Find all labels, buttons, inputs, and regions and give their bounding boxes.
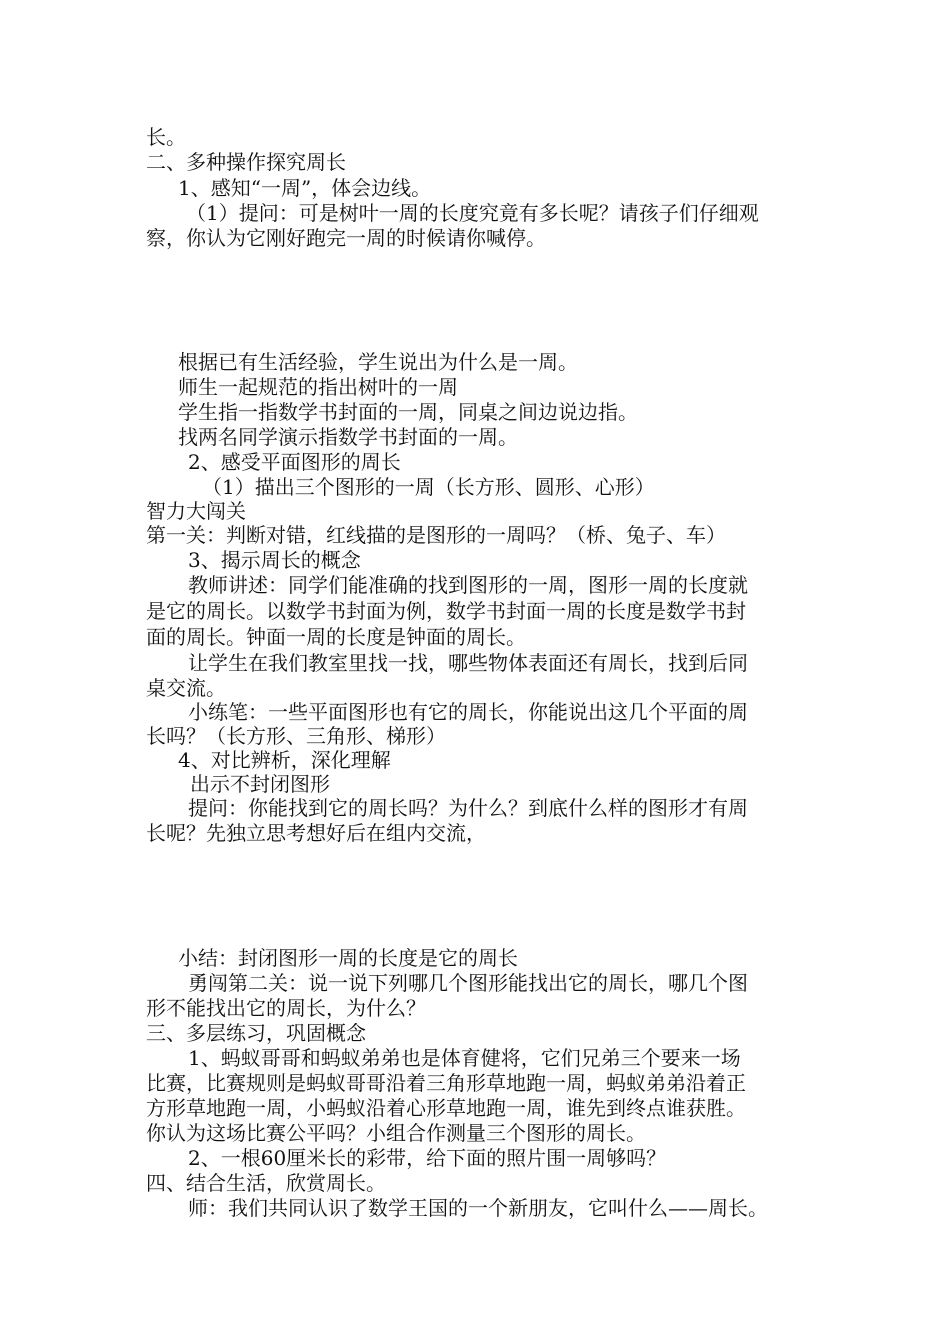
section-heading: 三、多层练习，巩固概念: [146, 1021, 366, 1045]
text-line: 师：我们共同认识了数学王国的一个新朋友，它叫什么——周长。: [188, 1196, 768, 1220]
text-line: 智力大闯关: [146, 499, 246, 523]
text-line: 比赛，比赛规则是蚂蚁哥哥沿着三角形草地跑一周，蚂蚁弟弟沿着正: [146, 1071, 746, 1095]
text-line: 2、一根60厘米长的彩带，给下面的照片围一周够吗？: [188, 1146, 667, 1170]
section-heading: 四、结合生活，欣赏周长。: [146, 1171, 386, 1195]
subsection-heading: 2、感受平面图形的周长: [188, 450, 401, 474]
section-heading: 二、多种操作探究周长: [146, 150, 346, 174]
text-line: 提问：你能找到它的周长吗？为什么？到底什么样的图形才有周: [188, 796, 748, 820]
text-line: 方形草地跑一周，小蚂蚁沿着心形草地跑一周，谁先到终点谁获胜。: [146, 1096, 746, 1120]
text-line: 找两名同学演示指数学书封面的一周。: [178, 425, 518, 449]
text-line: 察，你认为它刚好跑完一周的时候请你喊停。: [146, 226, 546, 250]
text-line: 根据已有生活经验，学生说出为什么是一周。: [178, 350, 578, 374]
text-line: 桌交流。: [146, 676, 226, 700]
text-line: 出示不封闭图形: [190, 772, 330, 796]
text-line: 学生指一指数学书封面的一周，同桌之间边说边指。: [178, 400, 638, 424]
subsection-heading: 3、揭示周长的概念: [188, 548, 361, 572]
text-line: （1）描出三个图形的一周（长方形、圆形、心形）: [202, 475, 655, 499]
text-line: 教师讲述：同学们能准确的找到图形的一周，图形一周的长度就: [188, 573, 748, 597]
text-line: 面的周长。钟面一周的长度是钟面的周长。: [146, 625, 526, 649]
text-line: 形不能找出它的周长，为什么？: [146, 996, 426, 1020]
text-line: 让学生在我们教室里找一找，哪些物体表面还有周长，找到后同: [188, 651, 748, 675]
text-line: 1、蚂蚁哥哥和蚂蚁弟弟也是体育健将，它们兄弟三个要来一场: [188, 1046, 741, 1070]
text-line: 长。: [146, 125, 186, 149]
text-line: 长呢？先独立思考想好后在组内交流，: [146, 821, 486, 845]
text-line: 小练笔：一些平面图形也有它的周长，你能说出这几个平面的周: [188, 700, 748, 724]
subsection-heading: 4、对比辨析，深化理解: [178, 748, 391, 772]
text-line: 勇闯第二关：说一说下列哪几个图形能找出它的周长，哪几个图: [188, 971, 748, 995]
text-line: 第一关：判断对错，红线描的是图形的一周吗？（桥、兔子、车）: [146, 523, 726, 547]
subsection-heading: 1、感知“一周”，体会边线。: [178, 176, 432, 200]
text-line: 你认为这场比赛公平吗？小组合作测量三个图形的周长。: [146, 1121, 646, 1145]
text-line: 小结：封闭图形一周的长度是它的周长: [178, 946, 518, 970]
text-line: 师生一起规范的指出树叶的一周: [178, 375, 458, 399]
text-line: 是它的周长。以数学书封面为例，数学书封面一周的长度是数学书封: [146, 599, 746, 623]
text-line: 长吗？（长方形、三角形、梯形）: [146, 724, 446, 748]
text-line: （1）提问：可是树叶一周的长度究竟有多长呢？请孩子们仔细观: [186, 201, 759, 225]
